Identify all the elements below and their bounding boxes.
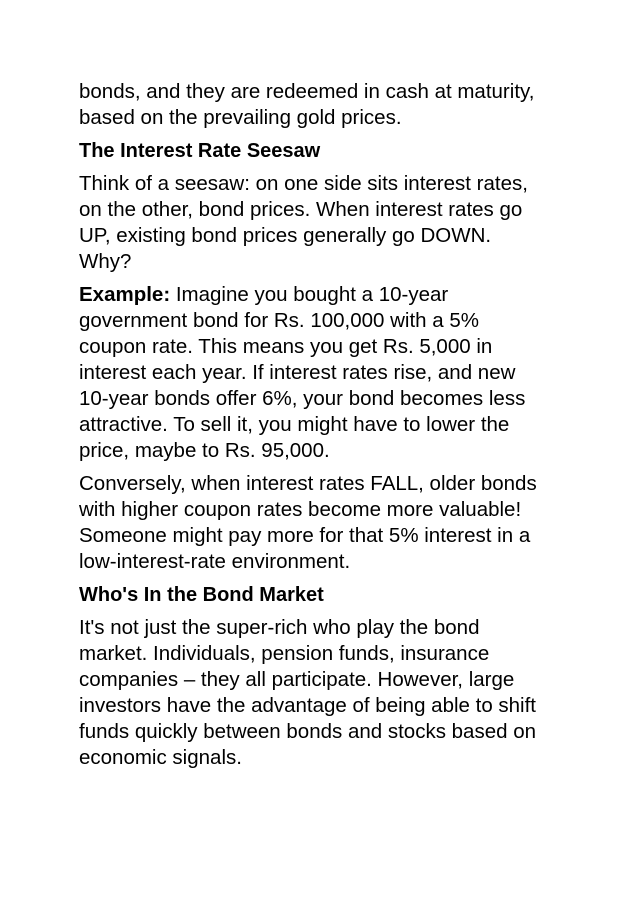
text-line: funds quickly between bonds and stocks based on <box>79 720 536 743</box>
example-lead: Example: <box>79 283 171 306</box>
market-paragraph <box>79 615 569 771</box>
text-line: with higher coupon rates become more valuable! <box>79 498 522 521</box>
text-line: low-interest-rate environment. <box>79 550 351 573</box>
text-line: economic signals. <box>79 746 242 769</box>
text-line: on the other, bond prices. When interest rates go <box>79 198 523 221</box>
text-line: Think of a seesaw: on one side sits interest rates, <box>79 172 528 195</box>
text-line: Why? <box>79 250 132 273</box>
seesaw-paragraph <box>79 171 569 275</box>
text-line: bonds, and they are redeemed in cash at maturity, <box>79 80 535 103</box>
text-line: 10-year bonds offer 6%, your bond becomes less <box>79 387 526 410</box>
text-line: attractive. To sell it, you might have to lower the <box>79 413 510 436</box>
text-line: coupon rate. This means you get Rs. 5,000 in <box>79 335 493 358</box>
text-line: It's not just the super-rich who play the bond <box>79 616 480 639</box>
text-line: investors have the advantage of being able to shift <box>79 694 537 717</box>
text-line: Someone might pay more for that 5% interest in a <box>79 524 531 547</box>
text-line: market. Individuals, pension funds, insurance <box>79 642 490 665</box>
section-heading-interest-rate-seesaw: The Interest Rate Seesaw <box>79 140 321 162</box>
text-line: price, maybe to Rs. 95,000. <box>79 439 330 462</box>
text-line: Conversely, when interest rates FALL, older bonds <box>79 472 537 495</box>
text-line: government bond for Rs. 100,000 with a 5% <box>79 309 479 332</box>
example-paragraph <box>79 282 569 464</box>
document-page <box>79 79 569 778</box>
intro-paragraph <box>79 79 569 131</box>
conversely-paragraph <box>79 471 569 575</box>
text-line: interest each year. If interest rates rise, and new <box>79 361 516 384</box>
text-line: companies – they all participate. However, large <box>79 668 515 691</box>
section-heading-bond-market: Who's In the Bond Market <box>79 584 324 606</box>
text-line: based on the prevailing gold prices. <box>79 106 402 129</box>
text-line <box>79 282 569 308</box>
text-line: UP, existing bond prices generally go DOWN. <box>79 224 492 247</box>
example-first-line: Imagine you bought a 10-year <box>170 283 449 306</box>
